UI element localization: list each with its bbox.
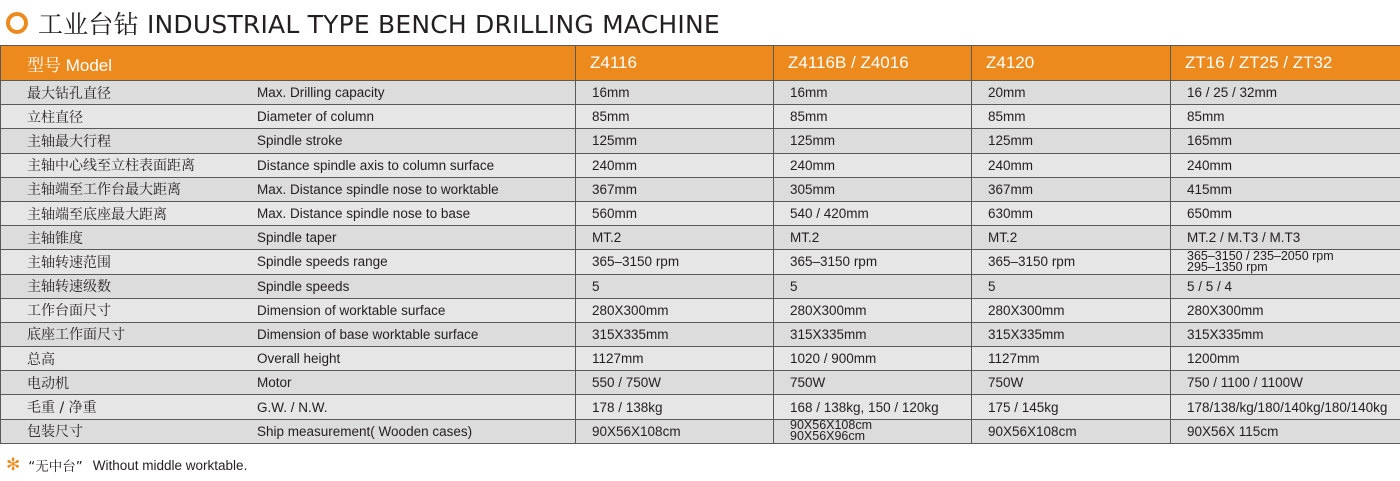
spec-label-cell: [1, 274, 576, 298]
spec-value-cell: 85mm: [774, 105, 972, 129]
spec-label-zh: 电动机: [27, 375, 69, 392]
table-row: [1, 177, 1400, 201]
table-header-row: [1, 46, 1400, 81]
spec-label-cell: [1, 226, 576, 250]
spec-label-zh: 主轴转速级数: [27, 279, 111, 296]
spec-value-cell: 178/138/kg/180/140kg/180/140kg: [1171, 395, 1400, 419]
table-row: [1, 201, 1400, 225]
spec-label-zh: 立柱直径: [27, 109, 83, 126]
spec-value-cell: 365–3150 rpm: [972, 250, 1171, 274]
table-row: [1, 347, 1400, 371]
header-model-col: Z4116: [576, 46, 774, 81]
spec-value-cell: 5: [972, 274, 1171, 298]
spec-value-cell: 5: [774, 274, 972, 298]
spec-label-en: Spindle stroke: [257, 133, 343, 149]
spec-value-cell: 750W: [972, 371, 1171, 395]
spec-value-cell: 16mm: [576, 81, 774, 105]
spec-label-en: Distance spindle axis to column surface: [257, 157, 495, 173]
spec-value-cell: 178 / 138kg: [576, 395, 774, 419]
table-row: [1, 322, 1400, 346]
spec-value-cell: 550 / 750W: [576, 371, 774, 395]
table-row: [1, 226, 1400, 250]
spec-value-line: 295–1350 rpm: [1187, 259, 1268, 274]
spec-value-cell: 90X56X 115cm: [1171, 419, 1400, 443]
spec-value-cell: 1200mm: [1171, 347, 1400, 371]
header-model-label: 型号 Model: [1, 46, 576, 81]
spec-value-cell: 280X300mm: [1171, 298, 1400, 322]
footnote: [6, 455, 247, 475]
spec-value-cell: 315X335mm: [972, 322, 1171, 346]
spec-label-zh: 总高: [27, 351, 55, 368]
spec-value-cell: 305mm: [774, 177, 972, 201]
spec-value-cell: 240mm: [1171, 153, 1400, 177]
spec-label-en: Max. Distance spindle nose to base: [257, 206, 471, 222]
spec-value-cell: [1171, 250, 1400, 274]
spec-value-cell: 1127mm: [972, 347, 1171, 371]
spec-value-cell: 280X300mm: [576, 298, 774, 322]
spec-label-zh: 最大钻孔直径: [27, 85, 111, 102]
spec-label-zh: 主轴锥度: [27, 230, 83, 247]
spec-value-cell: 750 / 1100 / 1100W: [1171, 371, 1400, 395]
spec-label-en: Spindle speeds range: [257, 254, 388, 270]
spec-value-cell: 750W: [774, 371, 972, 395]
spec-value-cell: 240mm: [576, 153, 774, 177]
spec-label-cell: [1, 395, 576, 419]
spec-value-cell: 5 / 5 / 4: [1171, 274, 1400, 298]
spec-label-cell: [1, 298, 576, 322]
spec-value-cell: 125mm: [576, 129, 774, 153]
spec-value-cell: 367mm: [972, 177, 1171, 201]
table-row: [1, 298, 1400, 322]
spec-label-zh: 毛重 / 净重: [27, 400, 97, 417]
spec-value-cell: 85mm: [972, 105, 1171, 129]
spec-label-cell: [1, 419, 576, 443]
spec-label-zh: 主轴最大行程: [27, 133, 111, 150]
spec-label-cell: [1, 81, 576, 105]
spec-value-cell: 1127mm: [576, 347, 774, 371]
table-row: [1, 153, 1400, 177]
spec-value-cell: 365–3150 rpm: [576, 250, 774, 274]
spec-value-cell: 650mm: [1171, 201, 1400, 225]
spec-label-en: Dimension of worktable surface: [257, 302, 446, 318]
spec-label-zh: 主轴中心线至立柱表面距离: [27, 158, 195, 175]
spec-value-cell: 367mm: [576, 177, 774, 201]
spec-label-zh: 底座工作面尺寸: [27, 327, 125, 344]
spec-value-cell: 16mm: [774, 81, 972, 105]
spec-value-cell: MT.2 / M.T3 / M.T3: [1171, 226, 1400, 250]
spec-value-cell: 315X335mm: [1171, 322, 1400, 346]
table-row: [1, 419, 1400, 443]
spec-value-cell: MT.2: [576, 226, 774, 250]
spec-value-cell: MT.2: [774, 226, 972, 250]
title-text: 工业台钻 INDUSTRIAL TYPE BENCH DRILLING MACHINE: [38, 10, 720, 39]
spec-value-cell: 85mm: [576, 105, 774, 129]
spec-table: [0, 45, 1400, 444]
table-row: [1, 129, 1400, 153]
spec-value-cell: 165mm: [1171, 129, 1400, 153]
footnote-en: Without middle worktable.: [92, 457, 248, 473]
spec-value-cell: [774, 419, 972, 443]
spec-value-cell: 315X335mm: [774, 322, 972, 346]
spec-label-zh: 主轴端至底座最大距离: [27, 206, 167, 223]
spec-value-cell: 20mm: [972, 81, 1171, 105]
spec-label-cell: [1, 347, 576, 371]
spec-label-zh: 主轴转速范围: [27, 254, 111, 271]
spec-label-en: Max. Distance spindle nose to worktable: [257, 181, 499, 197]
footnote-zh: “无中台”: [28, 459, 83, 475]
circle-bullet-icon: [6, 12, 28, 34]
header-model-col: ZT16 / ZT25 / ZT32: [1171, 46, 1400, 81]
spec-label-en: Max. Drilling capacity: [257, 85, 385, 101]
spec-value-cell: 280X300mm: [972, 298, 1171, 322]
spec-value-cell: 315X335mm: [576, 322, 774, 346]
table-row: [1, 105, 1400, 129]
spec-label-cell: [1, 129, 576, 153]
page-title: [6, 6, 720, 40]
spec-value-cell: 240mm: [774, 153, 972, 177]
header-model-col: Z4120: [972, 46, 1171, 81]
spec-value-cell: 365–3150 rpm: [774, 250, 972, 274]
spec-label-en: Ship measurement( Wooden cases): [257, 423, 473, 439]
table-row: [1, 81, 1400, 105]
spec-value-cell: 5: [576, 274, 774, 298]
spec-label-cell: [1, 322, 576, 346]
spec-label-cell: [1, 177, 576, 201]
spec-label-cell: [1, 250, 576, 274]
spec-label-en: Diameter of column: [257, 109, 375, 125]
spec-value-cell: 90X56X108cm: [576, 419, 774, 443]
spec-value-cell: 168 / 138kg, 150 / 120kg: [774, 395, 972, 419]
spec-label-en: Spindle taper: [257, 230, 337, 246]
spec-value-line: 90X56X96cm: [790, 429, 866, 444]
spec-value-cell: 280X300mm: [774, 298, 972, 322]
spec-value-cell: 240mm: [972, 153, 1171, 177]
spec-label-en: Overall height: [257, 351, 341, 367]
spec-label-cell: [1, 371, 576, 395]
spec-value-cell: MT.2: [972, 226, 1171, 250]
asterisk-icon: ✻: [6, 455, 21, 475]
spec-label-en: Dimension of base worktable surface: [257, 326, 479, 342]
spec-label-zh: 主轴端至工作台最大距离: [27, 182, 181, 199]
table-row: [1, 274, 1400, 298]
table-row: [1, 250, 1400, 274]
spec-value-cell: 415mm: [1171, 177, 1400, 201]
table-row: [1, 395, 1400, 419]
spec-label-cell: [1, 201, 576, 225]
spec-label-en: G.W. / N.W.: [257, 399, 328, 415]
spec-label-zh: 包装尺寸: [27, 424, 83, 441]
spec-value-cell: 125mm: [972, 129, 1171, 153]
spec-value-cell: 1020 / 900mm: [774, 347, 972, 371]
spec-value-cell: 90X56X108cm: [972, 419, 1171, 443]
spec-value-line: 90X56X108cm: [790, 419, 873, 433]
table-row: [1, 371, 1400, 395]
spec-value-line: 365–3150 / 235–2050 rpm: [1187, 249, 1334, 263]
header-model-col: Z4116B / Z4016: [774, 46, 972, 81]
spec-label-cell: [1, 153, 576, 177]
spec-label-zh: 工作台面尺寸: [27, 303, 111, 320]
spec-label-en: Motor: [257, 375, 292, 391]
spec-value-cell: 16 / 25 / 32mm: [1171, 81, 1400, 105]
spec-label-cell: [1, 105, 576, 129]
spec-value-cell: 540 / 420mm: [774, 201, 972, 225]
spec-value-cell: 85mm: [1171, 105, 1400, 129]
spec-label-en: Spindle speeds: [257, 278, 350, 294]
spec-value-cell: 560mm: [576, 201, 774, 225]
spec-value-cell: 630mm: [972, 201, 1171, 225]
spec-value-cell: 125mm: [774, 129, 972, 153]
spec-value-cell: 175 / 145kg: [972, 395, 1171, 419]
